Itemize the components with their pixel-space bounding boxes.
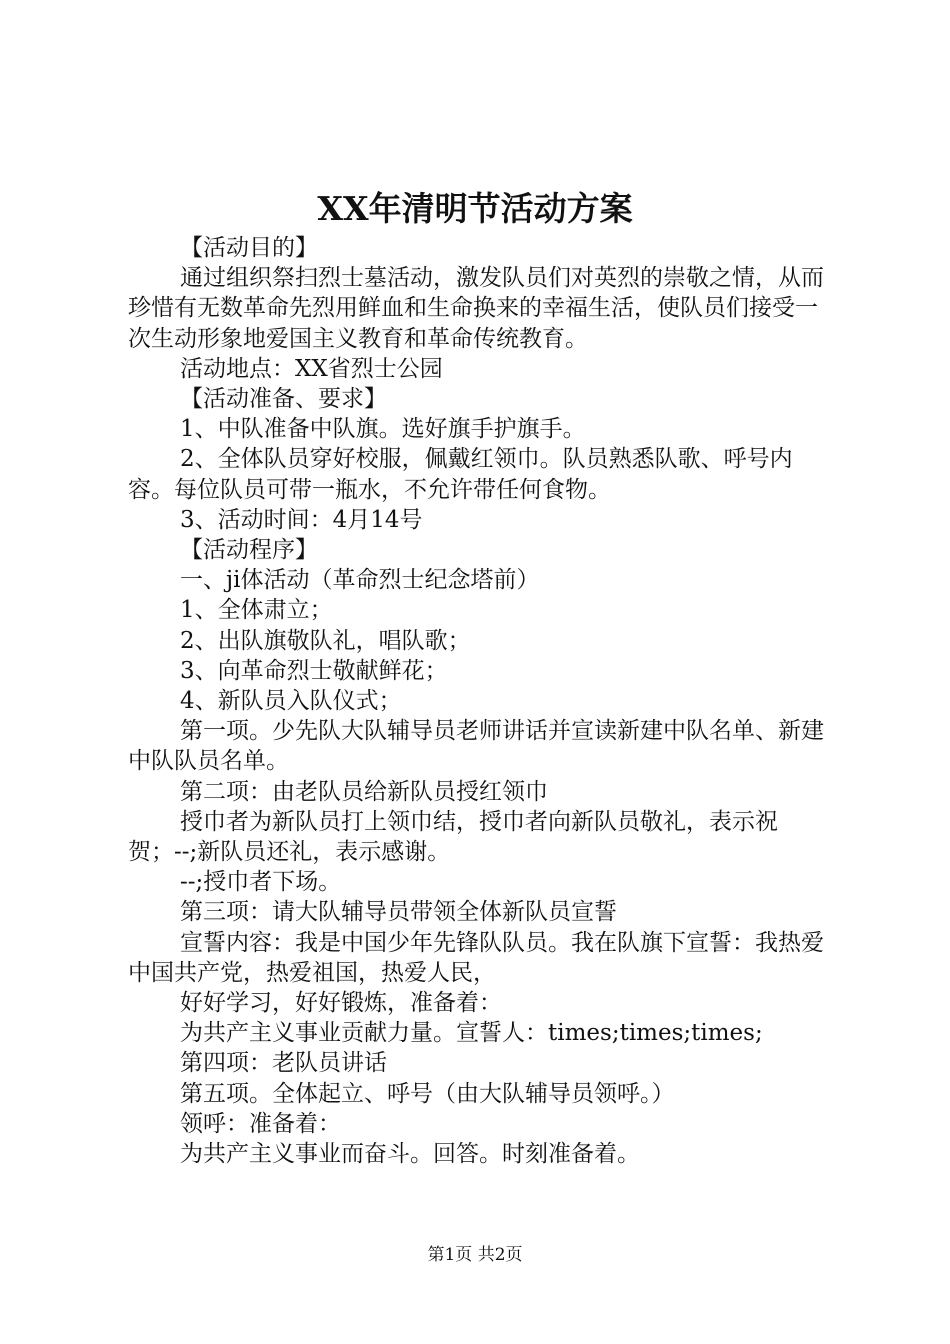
page-title: XX年清明节活动方案 (317, 189, 633, 228)
paragraph: 为共产主义事业而奋斗。回答。时刻准备着。 (180, 1141, 640, 1168)
paragraph: 【活动目的】 (180, 235, 318, 261)
document-body (128, 233, 828, 1169)
paragraph: 活动地点：XX省烈士公园 (180, 355, 443, 382)
paragraph: 3、活动时间：4月14号 (180, 506, 423, 533)
page-footer: 第1页 共2页 (427, 1245, 523, 1265)
paragraph: 3、向革命烈士敬献鲜花； (180, 657, 448, 684)
paragraph: 第二项：由老队员给新队员授红领巾 (180, 778, 548, 805)
paragraph: 1、全体肃立； (180, 597, 333, 624)
paragraph: 通过组织祭扫烈士墓活动，激发队员们对英烈的崇敬之情，从而珍惜有无数革命先烈用鲜血和生命换来的幸福生活，使队员们接受一次生动形象地爱国主义教育和革命传统教育。 (128, 265, 824, 352)
paragraph: 2、出队旗敬队礼，唱队歌； (180, 627, 471, 654)
paragraph: 【活动程序】 (180, 537, 318, 564)
paragraph: 1、中队准备中队旗。选好旗手护旗手。 (180, 416, 586, 443)
paragraph: 第三项：请大队辅导员带领全体新队员宣誓 (180, 899, 617, 926)
paragraph: 4、新队员入队仪式； (180, 688, 402, 715)
paragraph: 宣誓内容：我是中国少年先锋队队员。我在队旗下宣誓：我热爱中国共产党，热爱祖国，热爱人民， (128, 929, 824, 986)
paragraph: 好好学习，好好锻炼，准备着： (180, 990, 502, 1017)
paragraph: 2、全体队员穿好校服，佩戴红领巾。队员熟悉队歌、呼号内容。每位队员可带一瓶水，不允许带任何食物。 (128, 446, 793, 503)
paragraph: 第一项。少先队大队辅导员老师讲话并宣读新建中队名单、新建中队队员名单。 (128, 718, 824, 775)
paragraph: 领呼：准备着： (180, 1110, 341, 1137)
paragraph: 【活动准备、要求】 (180, 386, 387, 413)
paragraph: 为共产主义事业贡献力量。宣誓人：times;times;times; (180, 1020, 763, 1047)
paragraph: 第五项。全体起立、呼号（由大队辅导员领呼。） (180, 1080, 675, 1107)
paragraph: --;授巾者下场。 (180, 869, 342, 896)
paragraph: 授巾者为新队员打上领巾结，授巾者向新队员敬礼，表示祝贺；--;新队员还礼，表示感谢。 (128, 808, 778, 866)
paragraph: 一、ji体活动（革命烈士纪念塔前） (180, 567, 540, 594)
paragraph: 第四项：老队员讲话 (180, 1050, 387, 1077)
